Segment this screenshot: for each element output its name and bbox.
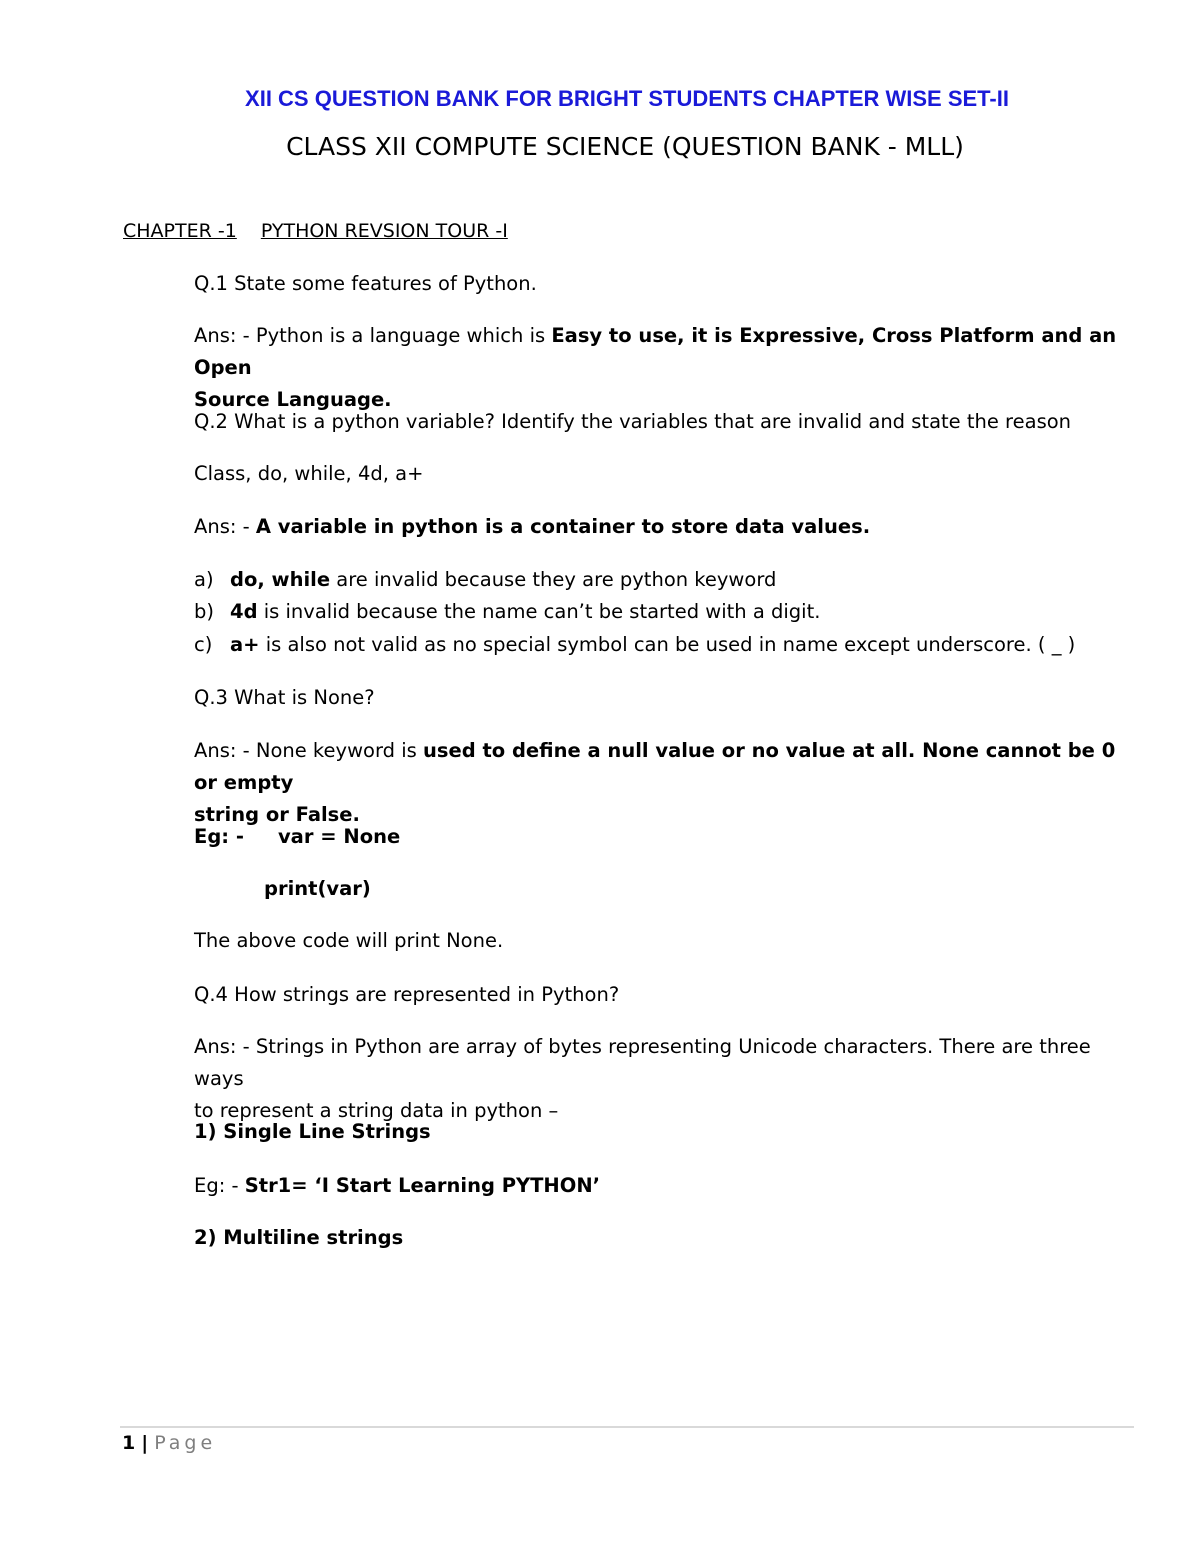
question-2-variables: Class, do, while, 4d, a+ <box>194 462 424 485</box>
answer-2-prefix: Ans: - <box>194 515 256 538</box>
list-item <box>194 564 776 596</box>
answer-4-line-1: Ans: - Strings in Python are array of bytes representing Unicode characters. There are three ways <box>194 1035 1091 1090</box>
list-marker: c) <box>194 633 213 656</box>
answer-2-bold: A variable in python is a container to store data values. <box>255 515 871 538</box>
answer-4 <box>194 1031 1134 1127</box>
answer-1-prefix: Ans: - Python is a language which is <box>194 324 552 347</box>
list-item-bold: 4d <box>230 600 258 623</box>
answer-3-bold-2: string or False. <box>194 803 360 826</box>
example-code: Str1= ‘I Start Learning PYTHON’ <box>244 1174 601 1197</box>
list-marker: b) <box>194 600 214 623</box>
list-item-text: is invalid because the name can’t be started with a digit. <box>257 600 821 623</box>
point-1-text: 1) Single Line Strings <box>194 1120 431 1143</box>
answer-2 <box>194 511 870 543</box>
question-2: Q.2 What is a python variable? Identify the variables that are invalid and state the reason <box>194 410 1072 433</box>
answer-4-line-2: to represent a string data in python – <box>194 1099 559 1122</box>
answer-3-bold-1: used to define a null value or no value at all. None cannot be 0 or empty <box>194 739 1116 794</box>
page-footer <box>122 1432 216 1454</box>
example-line-2 <box>264 873 371 905</box>
example-line-1 <box>194 821 400 853</box>
point-1 <box>194 1116 431 1148</box>
document-subtitle: CLASS XII COMPUTE SCIENCE (QUESTION BANK - MLL) <box>286 132 964 161</box>
code-line-2: print(var) <box>264 877 371 900</box>
answer-3-prefix: Ans: - None keyword is <box>194 739 423 762</box>
chapter-number: CHAPTER -1 <box>123 220 237 242</box>
footer-separator: | <box>141 1432 149 1454</box>
example-string <box>194 1170 600 1202</box>
list-item-bold: do, while <box>230 568 331 591</box>
list-item <box>194 596 820 628</box>
question-3: Q.3 What is None? <box>194 686 375 709</box>
chapter-name: PYTHON REVSION TOUR -I <box>260 220 508 242</box>
list-item-bold: a+ <box>230 633 260 656</box>
list-item-text: is also not valid as no special symbol can be used in name except underscore. ( _ ) <box>259 633 1076 656</box>
question-1: Q.1 State some features of Python. <box>194 272 537 295</box>
page-number: 1 <box>122 1432 136 1454</box>
answer-1 <box>194 320 1134 416</box>
example-label: Eg: - <box>194 825 244 848</box>
list-marker: a) <box>194 568 214 591</box>
footer-divider <box>120 1426 1134 1428</box>
example-prefix: Eg: - <box>194 1174 245 1197</box>
chapter-heading <box>123 220 508 242</box>
question-4: Q.4 How strings are represented in Python? <box>194 983 620 1006</box>
point-2-text: 2) Multiline strings <box>194 1226 404 1249</box>
answer-1-bold-2: Source Language. <box>194 388 392 411</box>
answer-3 <box>194 735 1134 831</box>
answer-1-bold-1: Easy to use, it is Expressive, Cross Platform and an Open <box>194 324 1117 379</box>
list-item-text: are invalid because they are python keyword <box>330 568 777 591</box>
code-line-1: var = None <box>277 825 401 848</box>
answer-3-note: The above code will print None. <box>194 929 504 952</box>
page-label: Page <box>154 1432 217 1454</box>
document-title: XII CS QUESTION BANK FOR BRIGHT STUDENTS CHAPTER WISE SET-II <box>245 86 1009 111</box>
list-item <box>194 629 1075 661</box>
point-2 <box>194 1222 403 1254</box>
